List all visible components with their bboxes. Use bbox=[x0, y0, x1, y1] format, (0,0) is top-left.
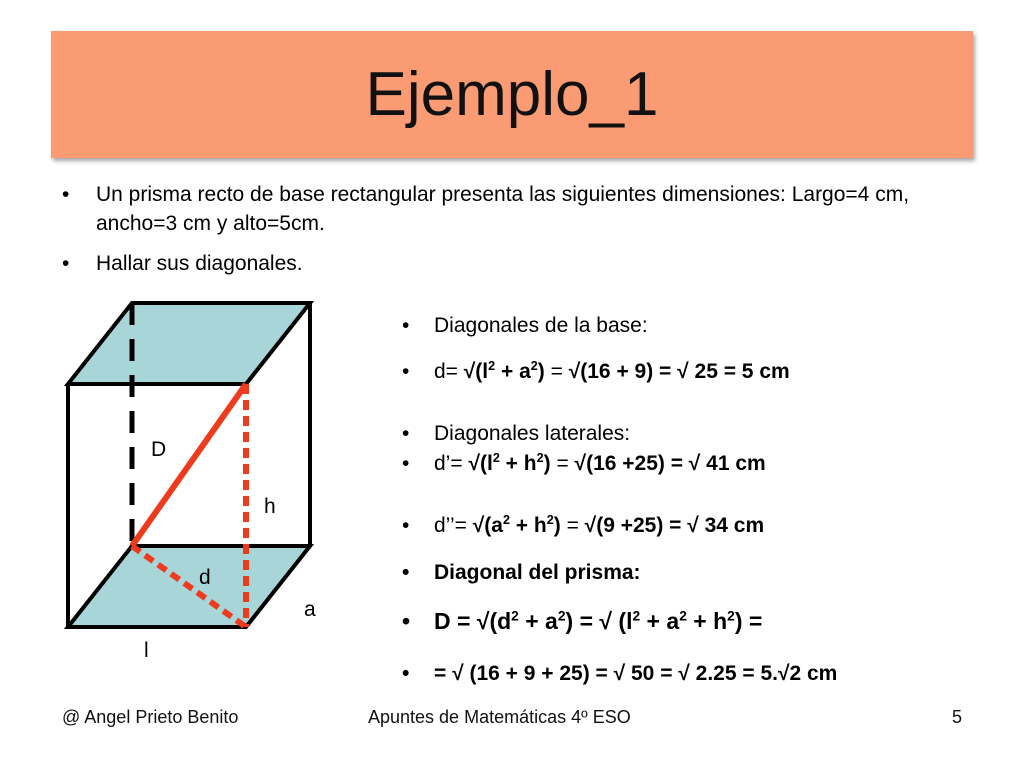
base-heading: • Diagonales de la base: bbox=[400, 312, 648, 339]
footer-page-number: 5 bbox=[952, 707, 963, 727]
lateral-heading: • Diagonales laterales: bbox=[400, 420, 630, 447]
slide-title: Ejemplo_1 bbox=[365, 60, 659, 129]
prism-formula-2: • = √ (16 + 9 + 25) = √ 50 = √ 2.25 = 5.√2 cm bbox=[400, 660, 837, 687]
label-h: h bbox=[264, 495, 276, 518]
label-l: l bbox=[144, 639, 149, 662]
prism-formula-1: • $D = √(d^2 + a^2)$ = √ $(l^2 + a^2 + h^2)$ = bbox=[400, 608, 762, 635]
footer-author: @ Angel Prieto Benito bbox=[62, 707, 239, 727]
footer-course: Apuntes de Matemáticas 4º ESO bbox=[368, 707, 631, 727]
lateral-formula-1: • d’= $√(l^2 + h^2) = √(16 +25)$ = √ 41 cm bbox=[400, 450, 766, 477]
intro-bullet-dimensions: • Un prisma recto de base rectangular presenta las siguientes dimensiones: Largo=4 cm, ancho=3 cm y alto=5cm. bbox=[60, 180, 960, 238]
base-formula: • $d= √(l^2 + a^2) = √(16 + 9)$ = √ 25 = 5 cm bbox=[400, 358, 790, 385]
intro-bullet-task: • Hallar sus diagonales. bbox=[60, 249, 960, 278]
top-face bbox=[68, 303, 310, 384]
label-a: a bbox=[304, 598, 316, 621]
prism-diagonal-D bbox=[132, 384, 246, 546]
label-d: d bbox=[199, 566, 211, 589]
prism-heading: • Diagonal del prisma: bbox=[400, 559, 641, 586]
label-D: D bbox=[151, 438, 167, 461]
lateral-formula-2: • d’’= $√(a^2 + h^2) = √(9 +25)$ = √ 34 cm bbox=[400, 512, 764, 539]
